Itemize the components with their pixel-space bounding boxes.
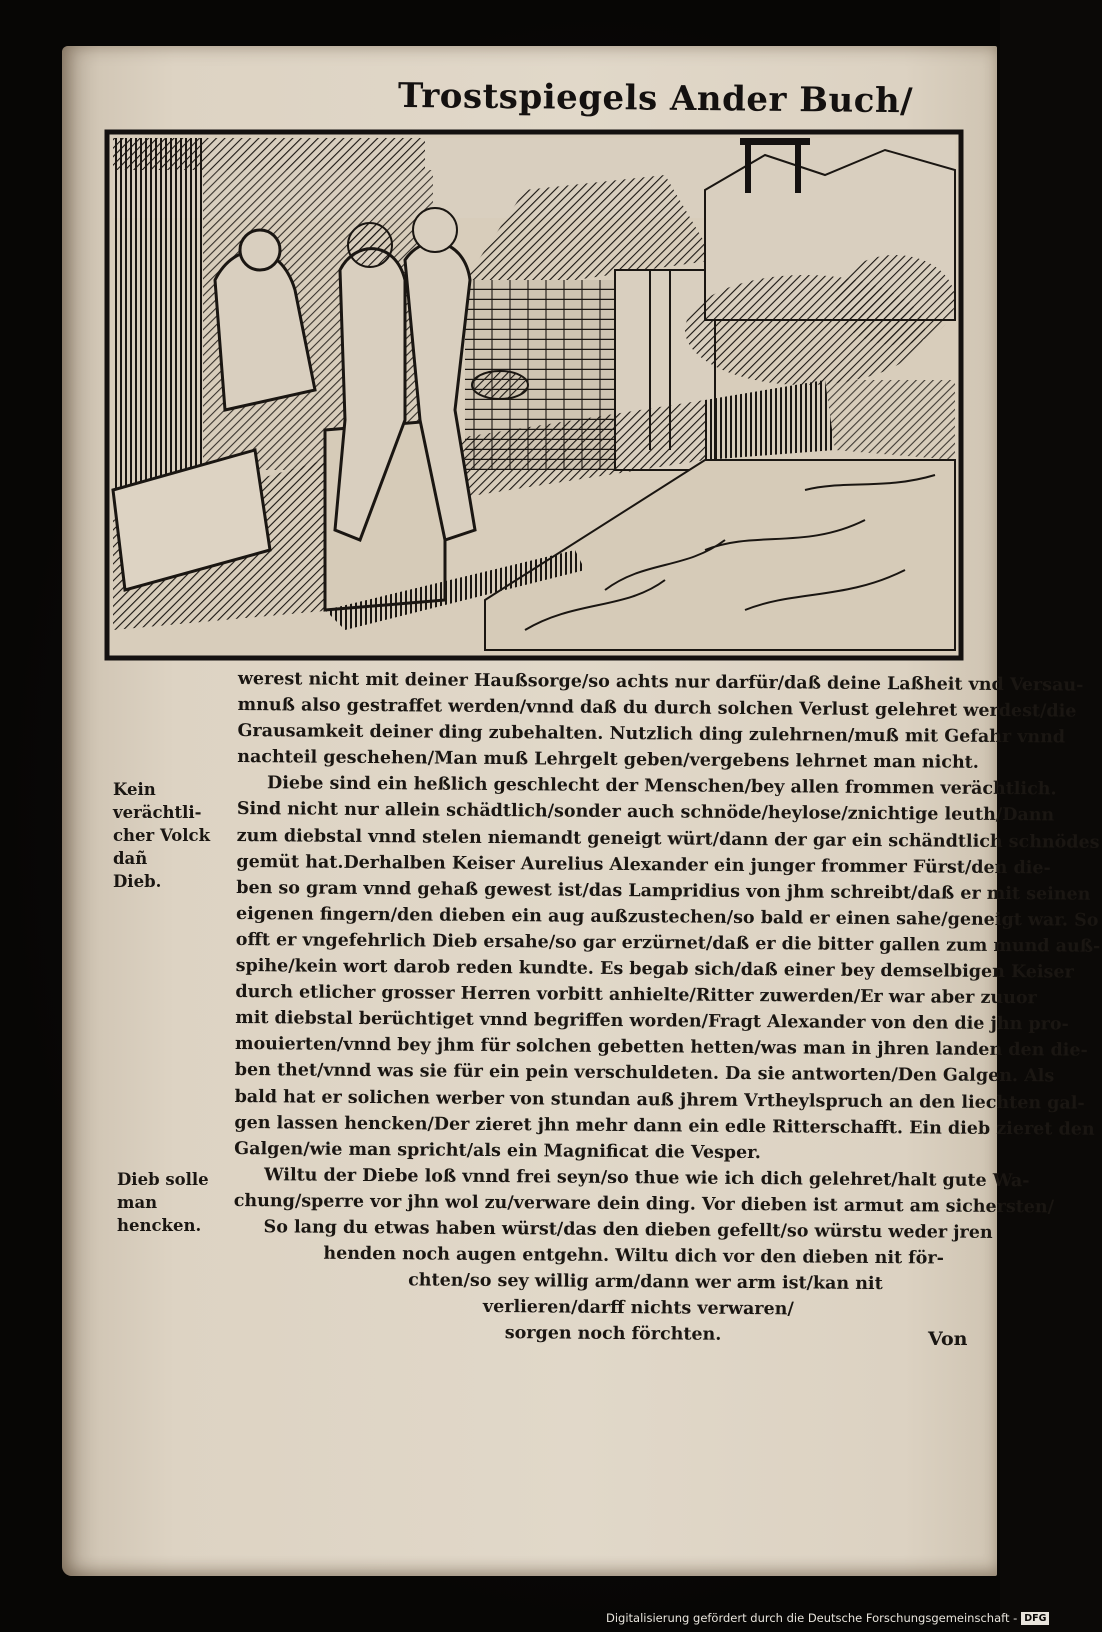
catchword: Von (928, 1328, 968, 1350)
text-line: mouierten/vnnd bey jhm für solchen gebetten hetten/was man in jhren landen den die- (234, 1034, 1088, 1061)
woodcut-illustration-icon (105, 130, 963, 660)
dfg-logo: DFG (1021, 1612, 1049, 1625)
text-line: offt er vngefehrlich Dieb ersahe/so gar erzürnet/daß er die bitter gallen zum mund auß- (235, 929, 1101, 957)
text-line: henden noch augen entgehn. Wiltu dich vor den dieben nit för- (323, 1243, 944, 1269)
text-line: ben so gram vnnd gehaß gewest ist/das Lampridius von jhm schreibt/daß er mit seinen (236, 877, 1091, 905)
margin-note-line: hencken. (117, 1216, 202, 1235)
woodcut-drawing (105, 130, 963, 660)
text-line: mnuß also gestraffet werden/vnnd daß du durch solchen Verlust gelehret werdest/die (237, 695, 1077, 722)
text-line: sorgen noch förchten. (504, 1323, 722, 1346)
margin-note-line: Dieb. (113, 872, 162, 891)
running-head: Trostspiegels Ander Buch/ (397, 75, 914, 122)
text-line: chung/sperre vor jhn wol zu/verware dein ding. Vor dieben ist armut am sichersten/ (233, 1190, 1055, 1218)
margin-note-line: Dieb solle man (117, 1170, 209, 1212)
text-line: bald hat er solichen werber von stundan auß jhrem Vrtheylspruch an den liechten gal- (234, 1086, 1085, 1114)
margin-note-2 (117, 1168, 247, 1237)
text-line: spihe/kein wort darob reden kundte. Es begab sich/daß einer bey demselbigen Keiser (235, 956, 1074, 983)
text-line: Diebe sind ein heßlich geschlecht der Menschen/bey allen frommen verächtlich. (266, 773, 1057, 800)
text-line: So lang du etwas haben würst/das den dieben gefellt/so würstu weder jren (263, 1217, 993, 1243)
text-line: mit diebstal berüchtiget vnnd begriffen worden/Fragt Alexander von den die jhn pro- (235, 1008, 1069, 1035)
margin-note-1 (113, 778, 243, 893)
margin-note-line: cher Volck dañ (113, 826, 211, 868)
text-line: zum diebstal vnnd stelen niemandt geneigt würt/dann der gar ein schändtlich schnödes (236, 825, 1100, 853)
text-line: Wiltu der Diebe loß vnnd frei seyn/so thue wie ich dich gelehret/halt gute Wa- (263, 1165, 1030, 1192)
text-line: Sind nicht nur allein schädtlich/sonder auch schnöde/heylose/znichtige leuth/Dann (236, 799, 1055, 826)
text-line: ben thet/vnnd was sie für ein pein verschuldeten. Da sie antworten/Den Galgen. Als (234, 1060, 1055, 1087)
text-line: gen lassen hencken/Der zieret jhn mehr dann ein edle Ritterschafft. Ein dieb zieret den (234, 1112, 1095, 1140)
text-line: verlieren/darff nichts verwaren/ (482, 1297, 794, 1320)
text-line: Grausamkeit deiner ding zubehalten. Nutzlich ding zulehrnen/muß mit Gefahr vnnd (237, 721, 1066, 748)
digitization-footer (606, 1611, 1049, 1631)
text-line: durch etlicher grosser Herren vorbitt anhielte/Ritter zuwerden/Er war aber zuuor (235, 982, 1037, 1009)
footer-text: Digitalisierung gefördert durch die Deutsche Forschungsgemeinschaft - (606, 1611, 1018, 1625)
text-line: eigenen fingern/den dieben ein aug außzustechen/so bald er einen sahe/geneigt war. So (235, 903, 1099, 931)
text-line: gemüt hat.Derhalben Keiser Aurelius Alexander ein junger frommer Fürst/den die- (236, 851, 1051, 879)
text-line: werest nicht mit deiner Haußsorge/so achts nur darfür/daß deine Laßheit vnd Versau- (237, 668, 1084, 696)
text-line: Galgen/wie man spricht/als ein Magnificat die Vesper. (234, 1138, 762, 1163)
margin-note-line: Kein verächtli- (113, 780, 202, 822)
text-line: chten/so sey willig arm/dann wer arm ist/kan nit (408, 1270, 883, 1295)
text-line: nachteil geschehen/Man muß Lehrgelt geben/vergebens lehrnet man nicht. (237, 747, 979, 774)
body-text (233, 666, 1101, 1350)
